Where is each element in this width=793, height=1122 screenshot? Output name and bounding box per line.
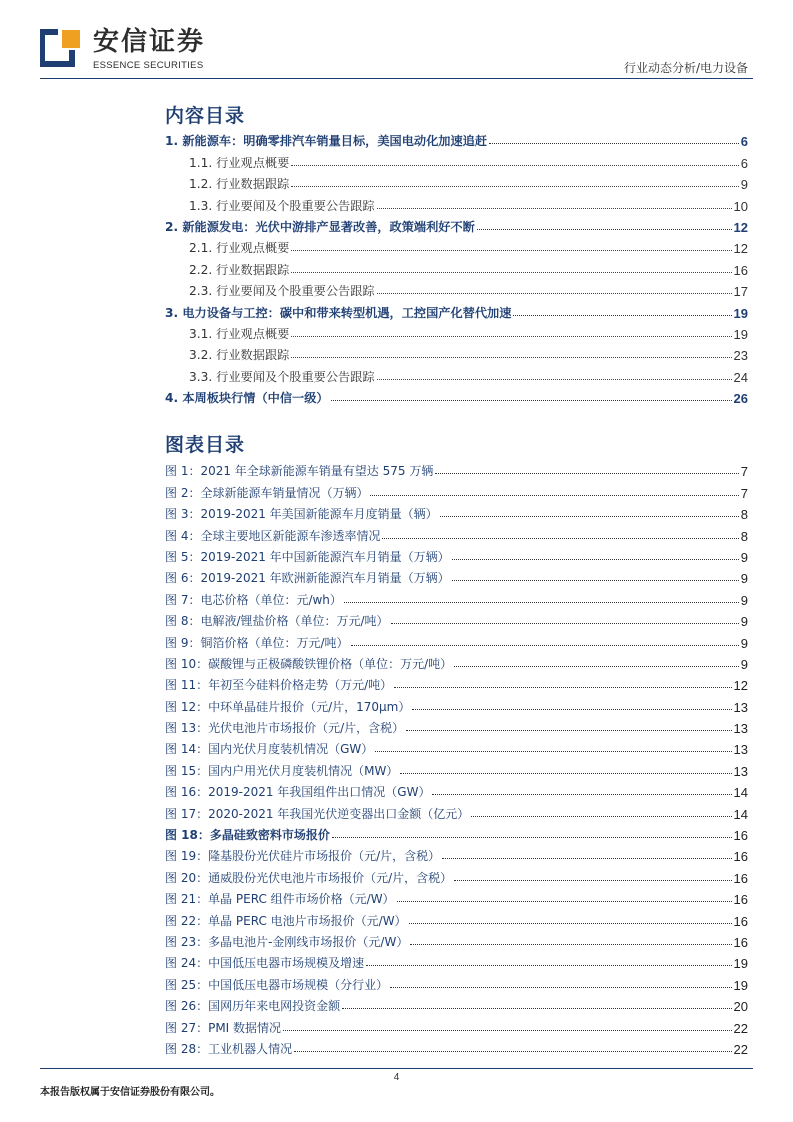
- entry-label: 图 13：光伏电池片市场报价（元/片，含税）: [165, 721, 405, 736]
- entry-label: 图 17：2020-2021 年我国光伏逆变器出口金额（亿元）: [165, 806, 470, 821]
- entry-label: 2.1. 行业观点概要: [189, 241, 290, 256]
- figure-entry[interactable]: [165, 907, 748, 928]
- dot-leader: [331, 399, 732, 401]
- dot-leader: [390, 986, 731, 988]
- entry-page-number: 17: [733, 284, 748, 300]
- figure-entry[interactable]: [165, 950, 748, 971]
- entry-page-number: 16: [733, 262, 748, 278]
- entry-page-number: 24: [733, 369, 748, 385]
- dot-leader: [283, 1029, 732, 1031]
- entry-page-number: 6: [740, 134, 748, 150]
- entry-label: 3.1. 行业观点概要: [189, 326, 290, 341]
- entry-label: 图 11：年初至今硅料价格走势（万元/吨）: [165, 678, 393, 693]
- figure-entry[interactable]: [165, 993, 748, 1014]
- toc-entry[interactable]: [165, 363, 748, 384]
- dot-leader: [342, 1007, 731, 1009]
- dot-leader: [489, 142, 739, 144]
- entry-label: 图 28：工业机器人情况: [165, 1041, 293, 1056]
- entry-label: 图 21：单晶 PERC 组件市场价格（元/W）: [165, 892, 395, 907]
- toc-entry[interactable]: [165, 385, 748, 406]
- entry-label: 图 22：单晶 PERC 电池片市场报价（元/W）: [165, 913, 407, 928]
- dot-leader: [377, 292, 732, 294]
- entry-page-number: 12: [733, 219, 748, 235]
- page-number: 4: [393, 1072, 400, 1083]
- toc-entry[interactable]: [165, 149, 748, 170]
- figure-entry[interactable]: [165, 886, 748, 907]
- entry-label: 图 3：2019-2021 年美国新能源车月度销量（辆）: [165, 507, 438, 522]
- entry-page-number: 22: [733, 1041, 748, 1057]
- entry-label: 图 1：2021 年全球新能源车销量有望达 575 万辆: [165, 464, 434, 479]
- dot-leader: [440, 515, 739, 517]
- dot-leader: [432, 793, 731, 795]
- entry-page-number: 14: [733, 785, 748, 801]
- figure-entry[interactable]: [165, 971, 748, 992]
- entry-page-number: 13: [733, 763, 748, 779]
- entry-label: 1. 新能源车：明确零排汽车销量目标，美国电动化加速追赶: [165, 134, 488, 149]
- dot-leader: [377, 207, 732, 209]
- entry-page-number: 9: [740, 635, 748, 651]
- figure-entry[interactable]: [165, 522, 748, 543]
- figure-entry[interactable]: [165, 736, 748, 757]
- dot-leader: [291, 249, 731, 251]
- figure-entry[interactable]: [165, 586, 748, 607]
- entry-label: 图 14：国内光伏月度装机情况（GW）: [165, 742, 374, 757]
- dot-leader: [291, 335, 731, 337]
- entry-label: 图 6：2019-2021 年欧洲新能源汽车月销量（万辆）: [165, 571, 450, 586]
- logo-english-name: ESSENCE SECURITIES: [93, 60, 204, 71]
- entry-page-number: 19: [733, 326, 748, 342]
- figure-entry[interactable]: [165, 1036, 748, 1057]
- dot-leader: [410, 943, 731, 945]
- entry-page-number: 7: [740, 485, 748, 501]
- entry-label: 2.2. 行业数据跟踪: [189, 262, 290, 277]
- entry-page-number: 14: [733, 806, 748, 822]
- figure-entry[interactable]: [165, 757, 748, 778]
- entry-page-number: 10: [733, 198, 748, 214]
- dot-leader: [370, 494, 738, 496]
- entry-label: 图 19：隆基股份光伏硅片市场报价（元/片，含税）: [165, 849, 441, 864]
- entry-label: 1.3. 行业要闻及个股重要公告跟踪: [189, 198, 375, 213]
- entry-label: 1.1. 行业观点概要: [189, 155, 290, 170]
- dot-leader: [351, 644, 739, 646]
- dot-leader: [291, 164, 739, 166]
- toc-entry[interactable]: [165, 235, 748, 256]
- footer-divider: [40, 1068, 753, 1069]
- dot-leader: [397, 900, 732, 902]
- entry-label: 3.3. 行业要闻及个股重要公告跟踪: [189, 369, 375, 384]
- entry-page-number: 19: [733, 956, 748, 972]
- entry-page-number: 6: [740, 155, 748, 171]
- dot-leader: [291, 271, 731, 273]
- figure-entry[interactable]: [165, 1014, 748, 1035]
- figure-entry[interactable]: [165, 715, 748, 736]
- dot-leader: [382, 537, 738, 539]
- dot-leader: [513, 314, 731, 316]
- entry-page-number: 16: [733, 870, 748, 886]
- dot-leader: [391, 622, 739, 624]
- entry-label: 图 5：2019-2021 年中国新能源汽车月销量（万辆）: [165, 549, 450, 564]
- entry-page-number: 7: [740, 464, 748, 480]
- figure-entry[interactable]: [165, 608, 748, 629]
- toc-entry[interactable]: [165, 192, 748, 213]
- entry-page-number: 9: [740, 592, 748, 608]
- dot-leader: [291, 356, 731, 358]
- entry-label: 图 24：中国低压电器市场规模及增速: [165, 956, 365, 971]
- entry-page-number: 16: [733, 892, 748, 908]
- entry-page-number: 23: [733, 348, 748, 364]
- dot-leader: [452, 579, 739, 581]
- entry-page-number: 19: [733, 305, 748, 321]
- entry-page-number: 9: [740, 656, 748, 672]
- toc-entry[interactable]: [165, 278, 748, 299]
- entry-page-number: 8: [740, 528, 748, 544]
- figure-entry[interactable]: [165, 672, 748, 693]
- toc-entry[interactable]: [165, 342, 748, 363]
- entry-label: 图 2：全球新能源车销量情况（万辆）: [165, 485, 369, 500]
- dot-leader: [291, 185, 739, 187]
- figure-entry[interactable]: [165, 458, 748, 479]
- entry-page-number: 12: [733, 241, 748, 257]
- entry-page-number: 16: [733, 934, 748, 950]
- entry-page-number: 16: [733, 828, 748, 844]
- figure-entry[interactable]: [165, 693, 748, 714]
- entry-label: 图 4：全球主要地区新能源车渗透率情况: [165, 528, 381, 543]
- entry-label: 图 20：通威股份光伏电池片市场报价（元/片，含税）: [165, 870, 453, 885]
- toc-entry[interactable]: [165, 214, 748, 235]
- dot-leader: [412, 708, 731, 710]
- figure-entry[interactable]: [165, 800, 748, 821]
- entry-label: 图 26：国网历年来电网投资金额: [165, 999, 341, 1014]
- entry-page-number: 16: [733, 913, 748, 929]
- dot-leader: [454, 879, 731, 881]
- figure-entry[interactable]: [165, 501, 748, 522]
- dot-leader: [375, 750, 731, 752]
- toc-entry[interactable]: [165, 321, 748, 342]
- entry-label: 3. 电力设备与工控：碳中和带来转型机遇，工控国产化替代加速: [165, 305, 512, 320]
- entry-label: 图 7：电芯价格（单位：元/wh）: [165, 592, 342, 607]
- entry-label: 2. 新能源发电：光伏中游排产显著改善，政策端利好不断: [165, 219, 475, 234]
- entry-label: 图 25：中国低压电器市场规模（分行业）: [165, 977, 389, 992]
- entry-label: 2.3. 行业要闻及个股重要公告跟踪: [189, 284, 375, 299]
- figures-list: [165, 458, 748, 1057]
- entry-label: 图 8：电解液/锂盐价格（单位：万元/吨）: [165, 614, 389, 629]
- entry-page-number: 16: [733, 849, 748, 865]
- dot-leader: [435, 472, 738, 474]
- figure-entry[interactable]: [165, 864, 748, 885]
- dot-leader: [454, 665, 739, 667]
- entry-label: 图 18：多晶硅致密料市场报价: [165, 828, 330, 843]
- entry-page-number: 13: [733, 742, 748, 758]
- figure-entry[interactable]: [165, 779, 748, 800]
- dot-leader: [344, 601, 739, 603]
- figure-entry[interactable]: [165, 651, 748, 672]
- contents-list: [165, 128, 748, 406]
- contents-title: 内容目录: [165, 105, 246, 127]
- dot-leader: [294, 1050, 731, 1052]
- report-type: 行业动态分析/电力设备: [623, 61, 748, 75]
- entry-label: 图 23：多晶电池片-金刚线市场报价（元/W）: [165, 934, 409, 949]
- entry-label: 图 10：碳酸锂与正极磷酸铁锂价格（单位：万元/吨）: [165, 656, 453, 671]
- entry-page-number: 26: [733, 391, 748, 407]
- figure-entry[interactable]: [165, 479, 748, 500]
- entry-label: 1.2. 行业数据跟踪: [189, 177, 290, 192]
- toc-entry[interactable]: [165, 299, 748, 320]
- logo-chinese-name: 安信证券: [93, 27, 206, 57]
- dot-leader: [406, 729, 731, 731]
- dot-leader: [409, 922, 732, 924]
- toc-entry[interactable]: [165, 256, 748, 277]
- entry-page-number: 13: [733, 721, 748, 737]
- figures-title: 图表目录: [165, 434, 246, 456]
- entry-label: 3.2. 行业数据跟踪: [189, 348, 290, 363]
- copyright-disclaimer: 本报告版权属于安信证券股份有限公司。: [40, 1087, 220, 1098]
- entry-page-number: 20: [733, 999, 748, 1015]
- entry-label: 图 15：国内户用光伏月度装机情况（MW）: [165, 763, 399, 778]
- entry-page-number: 9: [740, 571, 748, 587]
- dot-leader: [394, 686, 731, 688]
- figure-entry[interactable]: [165, 822, 748, 843]
- entry-page-number: 9: [740, 177, 748, 193]
- figure-entry[interactable]: [165, 629, 748, 650]
- dot-leader: [366, 964, 731, 966]
- dot-leader: [477, 228, 732, 230]
- toc-entry[interactable]: [165, 171, 748, 192]
- dot-leader: [332, 836, 732, 838]
- entry-page-number: 9: [740, 614, 748, 630]
- entry-page-number: 8: [740, 507, 748, 523]
- entry-label: 图 16：2019-2021 年我国组件出口情况（GW）: [165, 785, 431, 800]
- toc-entry[interactable]: [165, 128, 748, 149]
- figure-entry[interactable]: [165, 565, 748, 586]
- dot-leader: [442, 857, 731, 859]
- entry-label: 图 12：中环单晶硅片报价（元/片，170μm）: [165, 699, 411, 714]
- dot-leader: [471, 815, 731, 817]
- dot-leader: [400, 772, 731, 774]
- figure-entry[interactable]: [165, 929, 748, 950]
- entry-page-number: 19: [733, 977, 748, 993]
- entry-page-number: 22: [733, 1020, 748, 1036]
- entry-page-number: 12: [733, 678, 748, 694]
- dot-leader: [377, 378, 732, 380]
- dot-leader: [452, 558, 739, 560]
- essence-logo-icon: [40, 28, 84, 68]
- header-divider: [40, 78, 753, 79]
- figure-entry[interactable]: [165, 843, 748, 864]
- entry-page-number: 9: [740, 549, 748, 565]
- entry-label: 4. 本周板块行情（中信一级）: [165, 391, 329, 406]
- entry-label: 图 9：铜箔价格（单位：万元/吨）: [165, 635, 349, 650]
- entry-page-number: 13: [733, 699, 748, 715]
- entry-label: 图 27：PMI 数据情况: [165, 1020, 282, 1035]
- figure-entry[interactable]: [165, 544, 748, 565]
